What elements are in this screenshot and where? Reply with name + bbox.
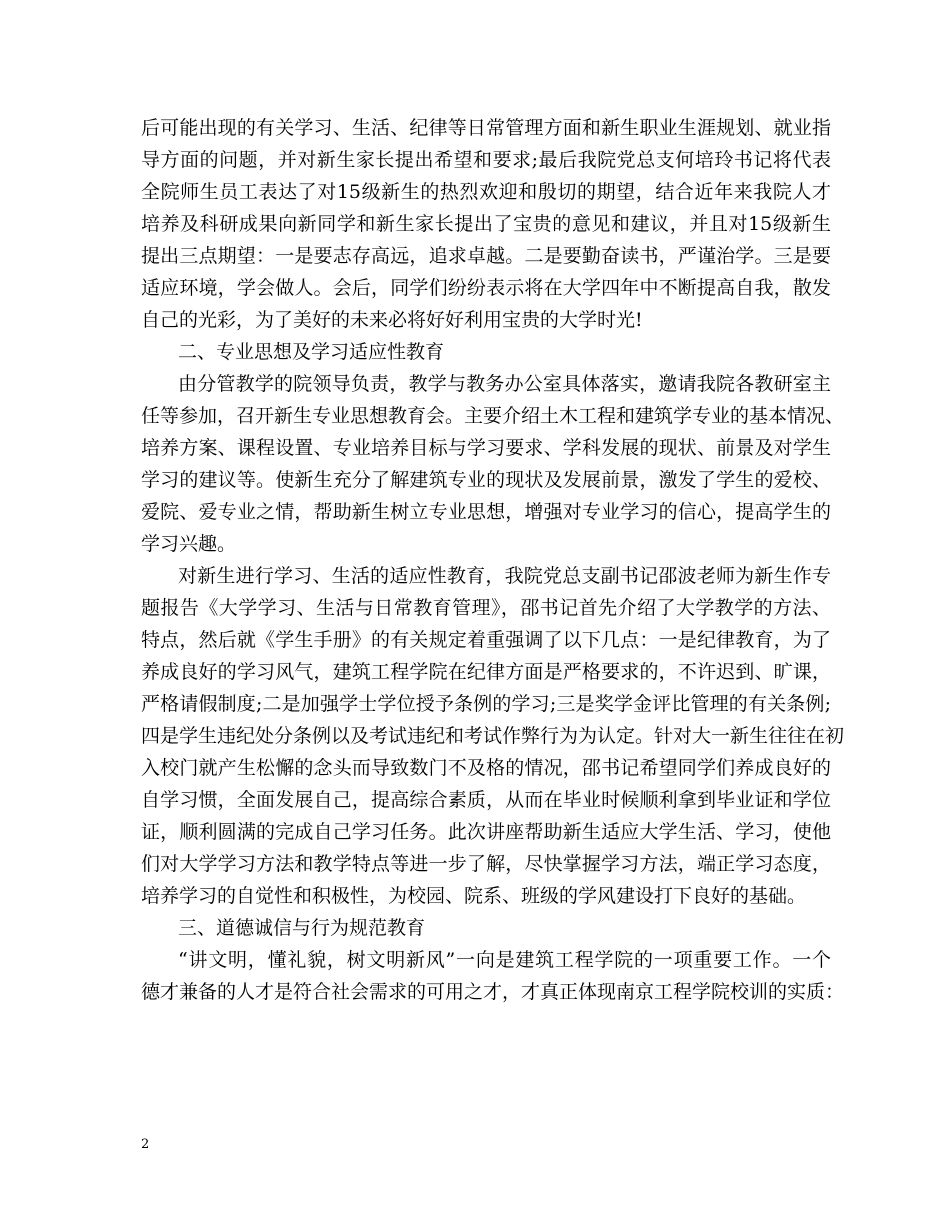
body-text-line: 四是学生违纪处分条例以及考试违纪和考试作弊行为为认定。针对大一新生往往在初 bbox=[141, 725, 845, 747]
body-text-line: 由分管教学的院领导负责，教学与教务办公室具体落实，邀请我院各教研室主 bbox=[178, 373, 831, 395]
body-text-line: 对新生进行学习、生活的适应性教育，我院党总支副书记邵波老师为新生作专 bbox=[178, 565, 831, 587]
body-text-line: 严格请假制度;二是加强学士学位授予条例的学习;三是奖学金评比管理的有关条例; bbox=[141, 693, 831, 715]
body-text-line: 养成良好的学习风气，建筑工程学院在纪律方面是严格要求的，不许迟到、旷课， bbox=[141, 661, 831, 683]
body-text-line: 导方面的问题，并对新生家长提出希望和要求;最后我院党总支何培玲书记将代表 bbox=[141, 149, 831, 171]
body-text-line: 特点，然后就《学生手册》的有关规定着重强调了以下几点：一是纪律教育，为了 bbox=[141, 629, 831, 651]
body-text-line: 后可能出现的有关学习、生活、纪律等日常管理方面和新生职业生涯规划、就业指 bbox=[141, 117, 831, 139]
body-text-line: 学习的建议等。使新生充分了解建筑专业的现状及发展前景，激发了学生的爱校、 bbox=[141, 469, 831, 491]
body-text-line: 德才兼备的人才是符合社会需求的可用之才，才真正体现南京工程学院校训的实质： bbox=[141, 981, 845, 1003]
body-text-line: 培养学习的自觉性和积极性，为校园、院系、班级的学风建设打下良好的基础。 bbox=[141, 885, 807, 907]
body-text-line: 爱院、爱专业之情，帮助新生树立专业思想，增强对专业学习的信心，提高学生的 bbox=[141, 501, 831, 523]
body-text-line: 提出三点期望：一是要志存高远，追求卓越。二是要勤奋读书，严谨治学。三是要 bbox=[141, 245, 831, 267]
body-text-line: 全院师生员工表达了对15级新生的热烈欢迎和殷切的期望，结合近年来我院人才 bbox=[141, 181, 831, 203]
section-heading: 三、道德诚信与行为规范教育 bbox=[178, 917, 426, 939]
section-heading: 二、专业思想及学习适应性教育 bbox=[178, 341, 445, 363]
body-text-line: 适应环境，学会做人。会后，同学们纷纷表示将在大学四年中不断提高自我，散发 bbox=[141, 277, 831, 299]
body-text-line: 入校门就产生松懈的念头而导致数门不及格的情况，邵书记希望同学们养成良好的 bbox=[141, 757, 831, 779]
body-text-line: 自学习惯，全面发展自己，提高综合素质，从而在毕业时候顺利拿到毕业证和学位 bbox=[141, 789, 831, 811]
body-text-line: 题报告《大学学习、生活与日常教育管理》，邵书记首先介绍了大学教学的方法、 bbox=[141, 597, 831, 619]
body-text-line: 证，顺利圆满的完成自己学习任务。此次讲座帮助新生适应大学生活、学习，使他 bbox=[141, 821, 831, 843]
body-text-line: “讲文明，懂礼貌，树文明新风”一向是建筑工程学院的一项重要工作。一个 bbox=[178, 949, 831, 971]
body-text-line: 们对大学学习方法和教学特点等进一步了解，尽快掌握学习方法，端正学习态度， bbox=[141, 853, 831, 875]
body-text-line: 培养及科研成果向新同学和新生家长提出了宝贵的意见和建议，并且对15级新生 bbox=[141, 213, 831, 235]
body-text-line: 培养方案、课程设置、专业培养目标与学习要求、学科发展的现状、前景及对学生 bbox=[141, 437, 831, 459]
page-number: 2 bbox=[141, 1137, 150, 1152]
body-text-line: 学习兴趣。 bbox=[141, 533, 237, 555]
body-text-line: 自己的光彩，为了美好的未来必将好好利用宝贵的大学时光! bbox=[141, 309, 643, 331]
body-text-line: 任等参加，召开新生专业思想教育会。主要介绍土木工程和建筑学专业的基本情况、 bbox=[141, 405, 845, 427]
